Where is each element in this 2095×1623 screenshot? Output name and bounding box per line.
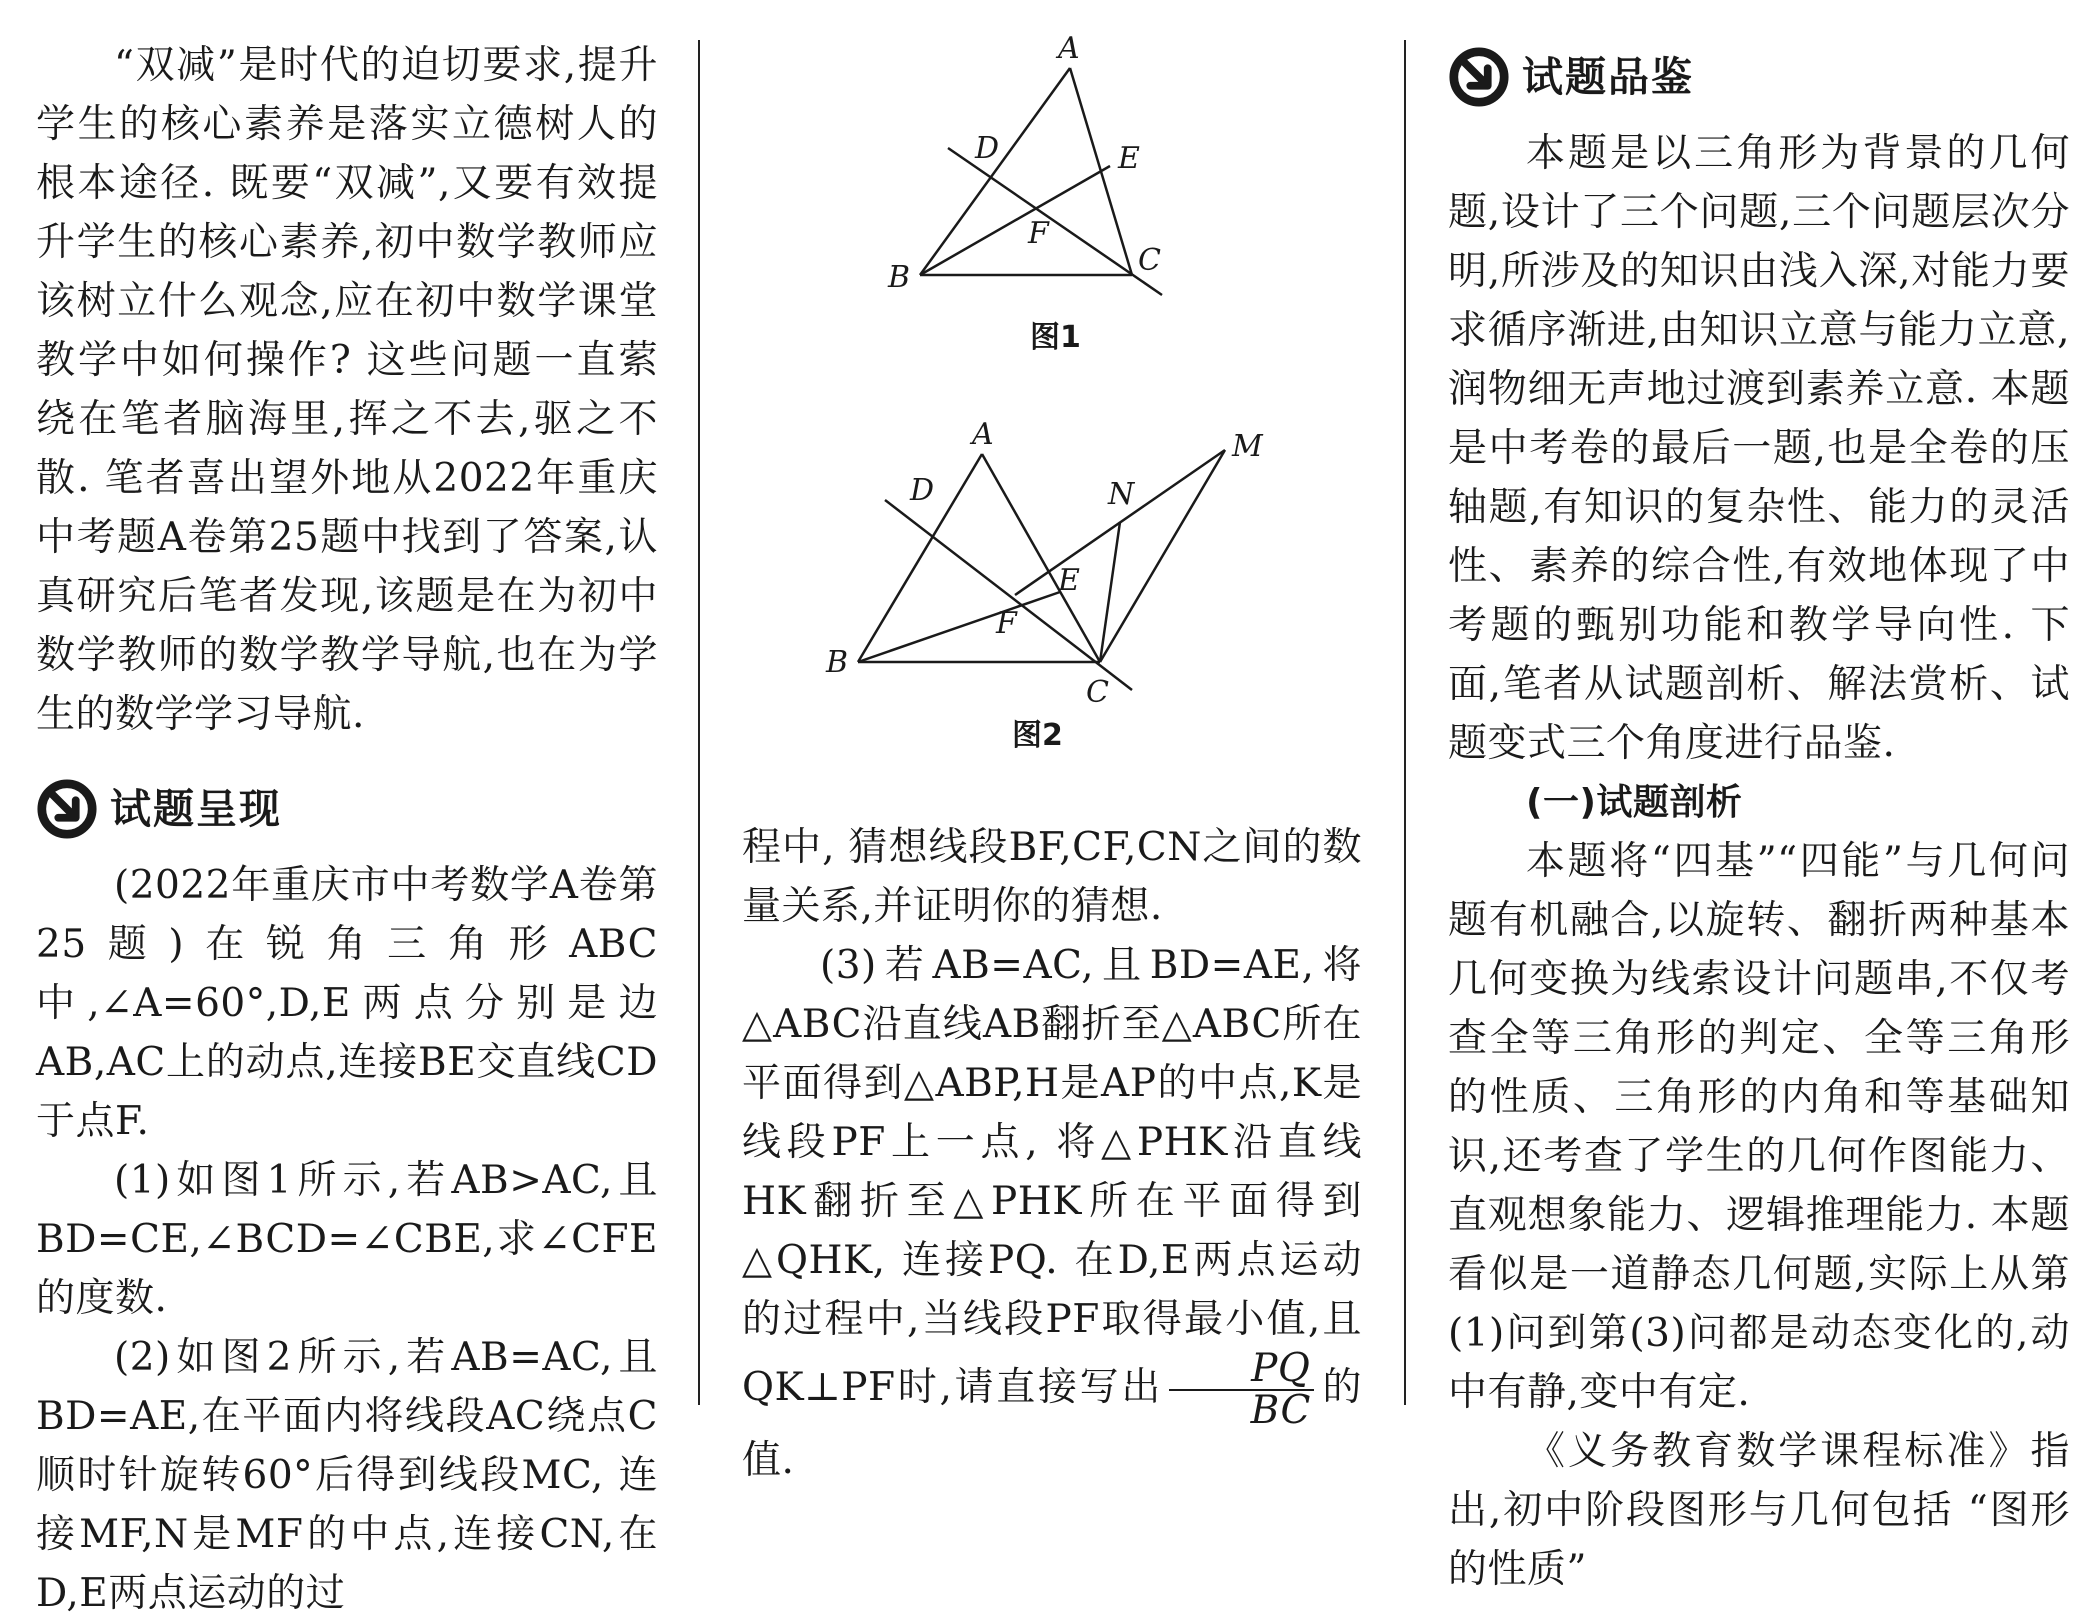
vertex-label-A: A — [1058, 31, 1080, 66]
vertex-label-N: N — [1108, 477, 1135, 512]
arrow-circle-icon — [36, 778, 98, 840]
question-3-text: (3)若AB=AC,且BD=AE,将△ABC沿直线AB翻折至△ABC所在平面得到△ABP,H是AP的中点,K是线段PF上一点, 将△PHK沿直线HK翻折至△PHK所在平面得到△QHK, 连接PQ. 在D,E两点运动的过程中,当线段PF取得最小值,且QK⊥PF时,请直接写出 — [742, 943, 1362, 1410]
question-3 — [742, 936, 1362, 1490]
section-heading-text: 试题品鉴 — [1522, 52, 1694, 101]
vertex-label-E: E — [1058, 563, 1080, 598]
section-heading-appreciation — [1448, 36, 2070, 118]
question-3-end: 的值. — [742, 1365, 1362, 1483]
arrow-circle-icon — [1448, 46, 1510, 108]
column-left — [36, 36, 658, 1623]
vertex-label-M: M — [1232, 429, 1263, 464]
segment-BE — [858, 592, 1060, 662]
vertex-label-C: C — [1086, 675, 1109, 710]
question-1: (1)如图1所示,若AB>AC,且BD=CE,∠BCD=∠CBE,求∠CFE的度数. — [36, 1158, 658, 1321]
vertex-label-C: C — [1138, 243, 1161, 278]
vertex-label-B: B — [826, 645, 849, 680]
fraction-numerator: PQ — [1169, 1349, 1314, 1391]
segment-BE — [920, 166, 1110, 275]
intro-paragraph: “双减”是时代的迫切要求,提升学生的核心素养是落实立德树人的根本途径. 既要“双减”,又要有效提升学生的核心素养,初中数学教师应该树立什么观念,应在初中数学课堂教学中如何操作? 这些问题一直萦绕在笔者脑海里,挥之不去,驱之不散. 笔者喜出望外地从2022年重庆中考题A卷第25题中找到了答案,认真研究后笔者发现,该题是在为初中数学教师的数学教学导航,也在为学生的数学学习导航. — [36, 43, 658, 737]
vertex-label-F: F — [996, 606, 1017, 641]
figure-2-caption: 图2 — [1012, 718, 1063, 753]
question-2-continued: 程中, 猜想线段BF,CF,CN之间的数量关系,并证明你的猜想. — [742, 825, 1362, 929]
segment-CN — [1100, 522, 1120, 662]
column-divider — [698, 40, 700, 1405]
vertex-label-E: E — [1118, 141, 1140, 176]
subheading-analysis: (一)试题剖析 — [1526, 782, 1743, 823]
problem-statement: (2022年重庆市中考数学A卷第25题)在锐角三角形ABC中,∠A=60°,D,E两点分别是边AB,AC上的动点,连接BE交直线CD于点F. — [36, 863, 658, 1144]
figure-2 — [820, 420, 1270, 710]
vertex-label-A: A — [972, 420, 994, 452]
curriculum-paragraph: 《义务教育数学课程标准》指出,初中阶段图形与几何包括 “图形的性质” — [1448, 1429, 2070, 1592]
section-heading-text: 试题呈现 — [110, 784, 282, 833]
column-right — [1448, 36, 2070, 1599]
vertex-label-D: D — [975, 131, 1000, 166]
figure-1 — [870, 30, 1230, 310]
vertex-label-B: B — [888, 260, 911, 295]
section-heading-presentation — [36, 768, 658, 850]
figure-1-caption: 图1 — [1030, 320, 1081, 355]
fraction-pq-over-bc — [1169, 1346, 1314, 1433]
fraction-denominator: BC — [1250, 1388, 1311, 1433]
vertex-label-D: D — [910, 473, 935, 508]
column-divider — [1404, 40, 1406, 1405]
appreciation-paragraph: 本题是以三角形为背景的几何题,设计了三个问题,三个问题层次分明,所涉及的知识由浅入深,对能力要求循序渐进,由知识立意与能力立意,润物细无声地过渡到素养立意. 本题是中考卷的最后一题,也是全卷的压轴题,有知识的复杂性、能力的灵活性、素养的综合性,有效地体现了中考题的甄别功能和教学导向性. 下面,笔者从试题剖析、解法赏析、试题变式三个角度进行品鉴. — [1448, 131, 2070, 766]
vertex-label-F: F — [1028, 216, 1049, 251]
question-2: (2)如图2所示,若AB=AC,且BD=AE,在平面内将线段AC绕点C顺时针旋转60°后得到线段MC, 连接MF,N是MF的中点,连接CN,在D,E两点运动的过 — [36, 1335, 658, 1616]
analysis-paragraph: 本题将“四基”“四能”与几何问题有机融合,以旋转、翻折两种基本几何变换为线索设计问题串,不仅考查全等三角形的判定、全等三角形的性质、三角形的内角和等基础知识,还考查了学生的几何作图能力、直观想象能力、逻辑推理能力. 本题看似是一道静态几何题,实际上从第(1)问到第(3)问都是动态变化的,动中有静,变中有定. — [1448, 839, 2070, 1415]
column-middle — [742, 818, 1362, 1490]
